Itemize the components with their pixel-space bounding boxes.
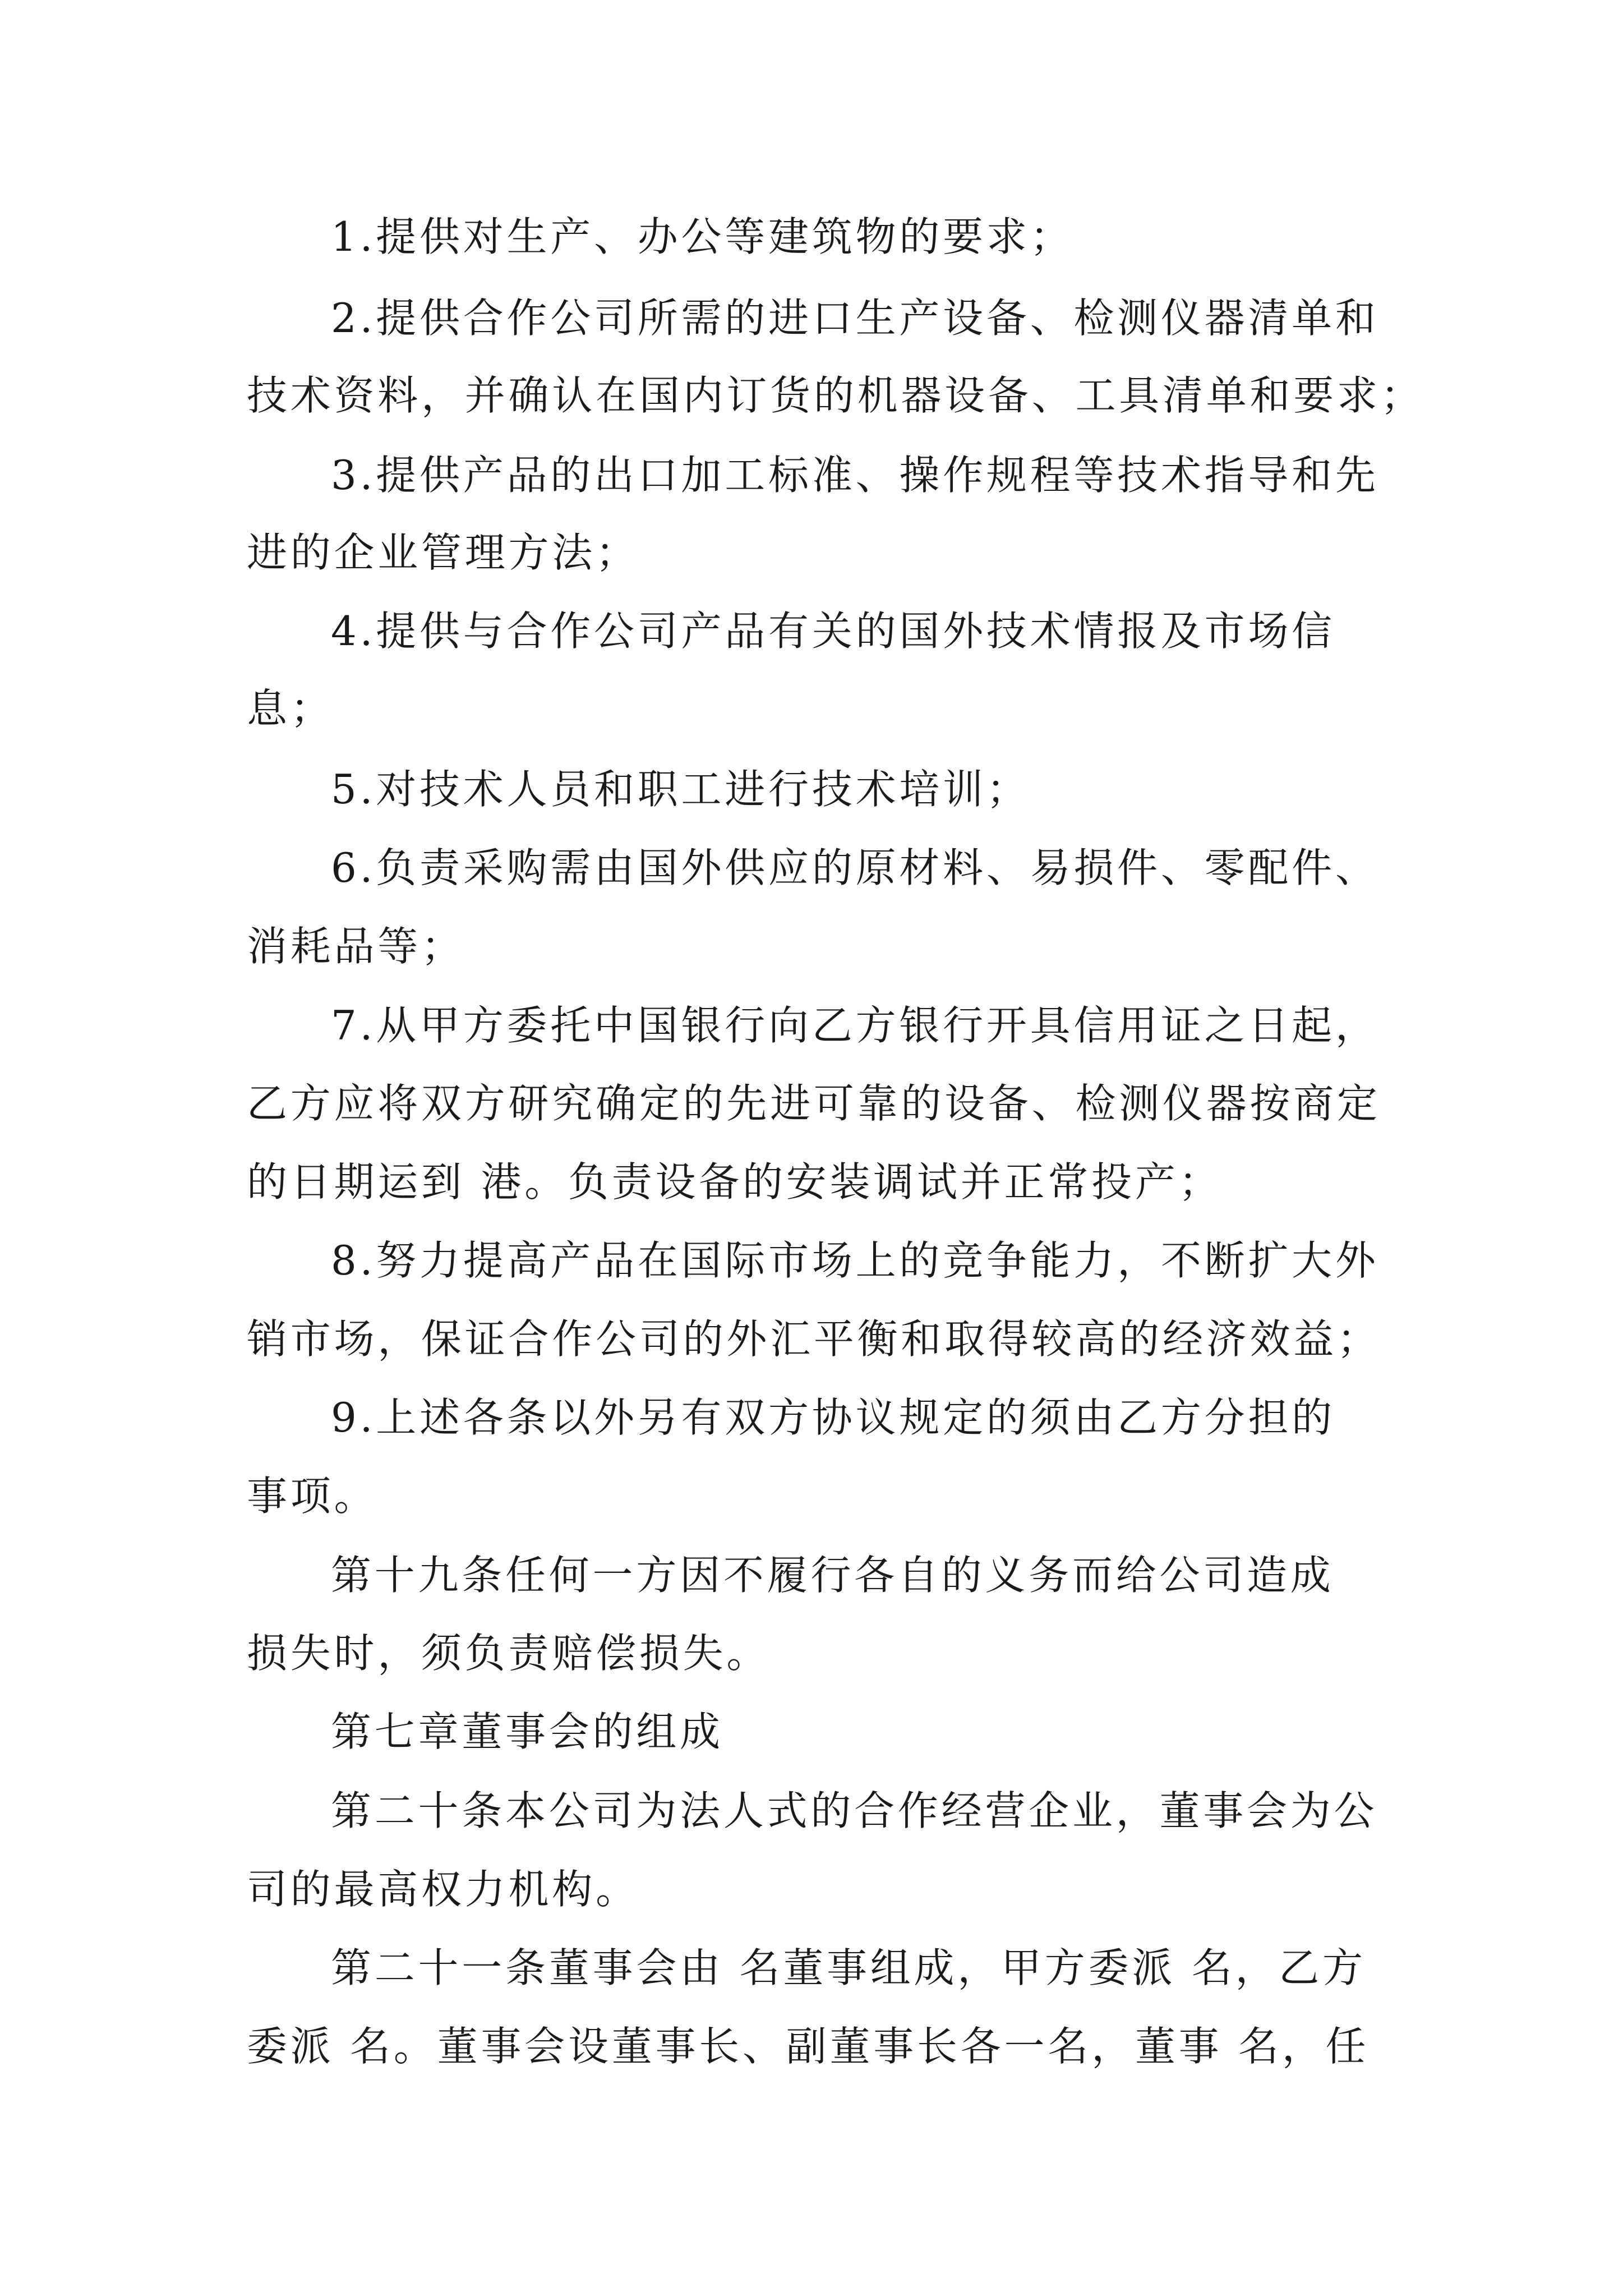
list-item-3-continued: 进的企业管理方法； bbox=[247, 529, 639, 576]
article-19: 第十九条任何一方因不履行各自的义务而给公司造成 bbox=[331, 1552, 1334, 1599]
list-item-8: 8.努力提高产品在国际市场上的竞争能力，不断扩大外 bbox=[331, 1237, 1379, 1284]
list-item-4: 4.提供与合作公司产品有关的国外技术情报及市场信 bbox=[331, 608, 1335, 655]
list-item-9: 9.上述各条以外另有双方协议规定的须由乙方分担的 bbox=[331, 1394, 1335, 1441]
list-item-6: 6.负责采购需由国外供应的原材料、易损件、零配件、 bbox=[331, 844, 1379, 891]
list-item-8-continued: 销市场，保证合作公司的外汇平衡和取得较高的经济效益； bbox=[247, 1315, 1381, 1363]
list-item-4-continued: 息； bbox=[247, 685, 334, 732]
list-item-2-continued: 技术资料，并确认在国内订货的机器设备、工具清单和要求； bbox=[247, 372, 1424, 419]
list-item-5: 5.对技术人员和职工进行技术培训； bbox=[331, 766, 1030, 813]
list-item-7-continued-1: 乙方应将双方研究确定的先进可靠的设备、检测仪器按商定 bbox=[247, 1080, 1381, 1127]
article-20-continued: 司的最高权力机构。 bbox=[247, 1866, 639, 1913]
article-20: 第二十条本公司为法人式的合作经营企业，董事会为公 bbox=[331, 1787, 1378, 1834]
list-item-9-continued: 事项。 bbox=[247, 1473, 378, 1520]
list-item-6-continued: 消耗品等； bbox=[247, 923, 465, 970]
list-item-3: 3.提供产品的出口加工标准、操作规程等技术指导和先 bbox=[331, 452, 1379, 499]
article-21: 第二十一条董事会由 名董事组成，甲方委派 名，乙方 bbox=[331, 1944, 1366, 1991]
list-item-7: 7.从甲方委托中国银行向乙方银行开具信用证之日起， bbox=[331, 1002, 1379, 1049]
article-21-continued: 委派 名。董事会设董事长、副董事长各一名，董事 名，任 bbox=[247, 2023, 1370, 2070]
list-item-2: 2.提供合作公司所需的进口生产设备、检测仪器清单和 bbox=[331, 295, 1379, 342]
list-item-7-continued-2: 的日期运到 港。负责设备的安装调试并正常投产； bbox=[247, 1158, 1223, 1205]
article-19-continued: 损失时，须负责赔偿损失。 bbox=[247, 1630, 771, 1677]
list-item-1: 1.提供对生产、办公等建筑物的要求； bbox=[331, 213, 1074, 260]
chapter-7-heading: 第七章董事会的组成 bbox=[331, 1708, 723, 1755]
